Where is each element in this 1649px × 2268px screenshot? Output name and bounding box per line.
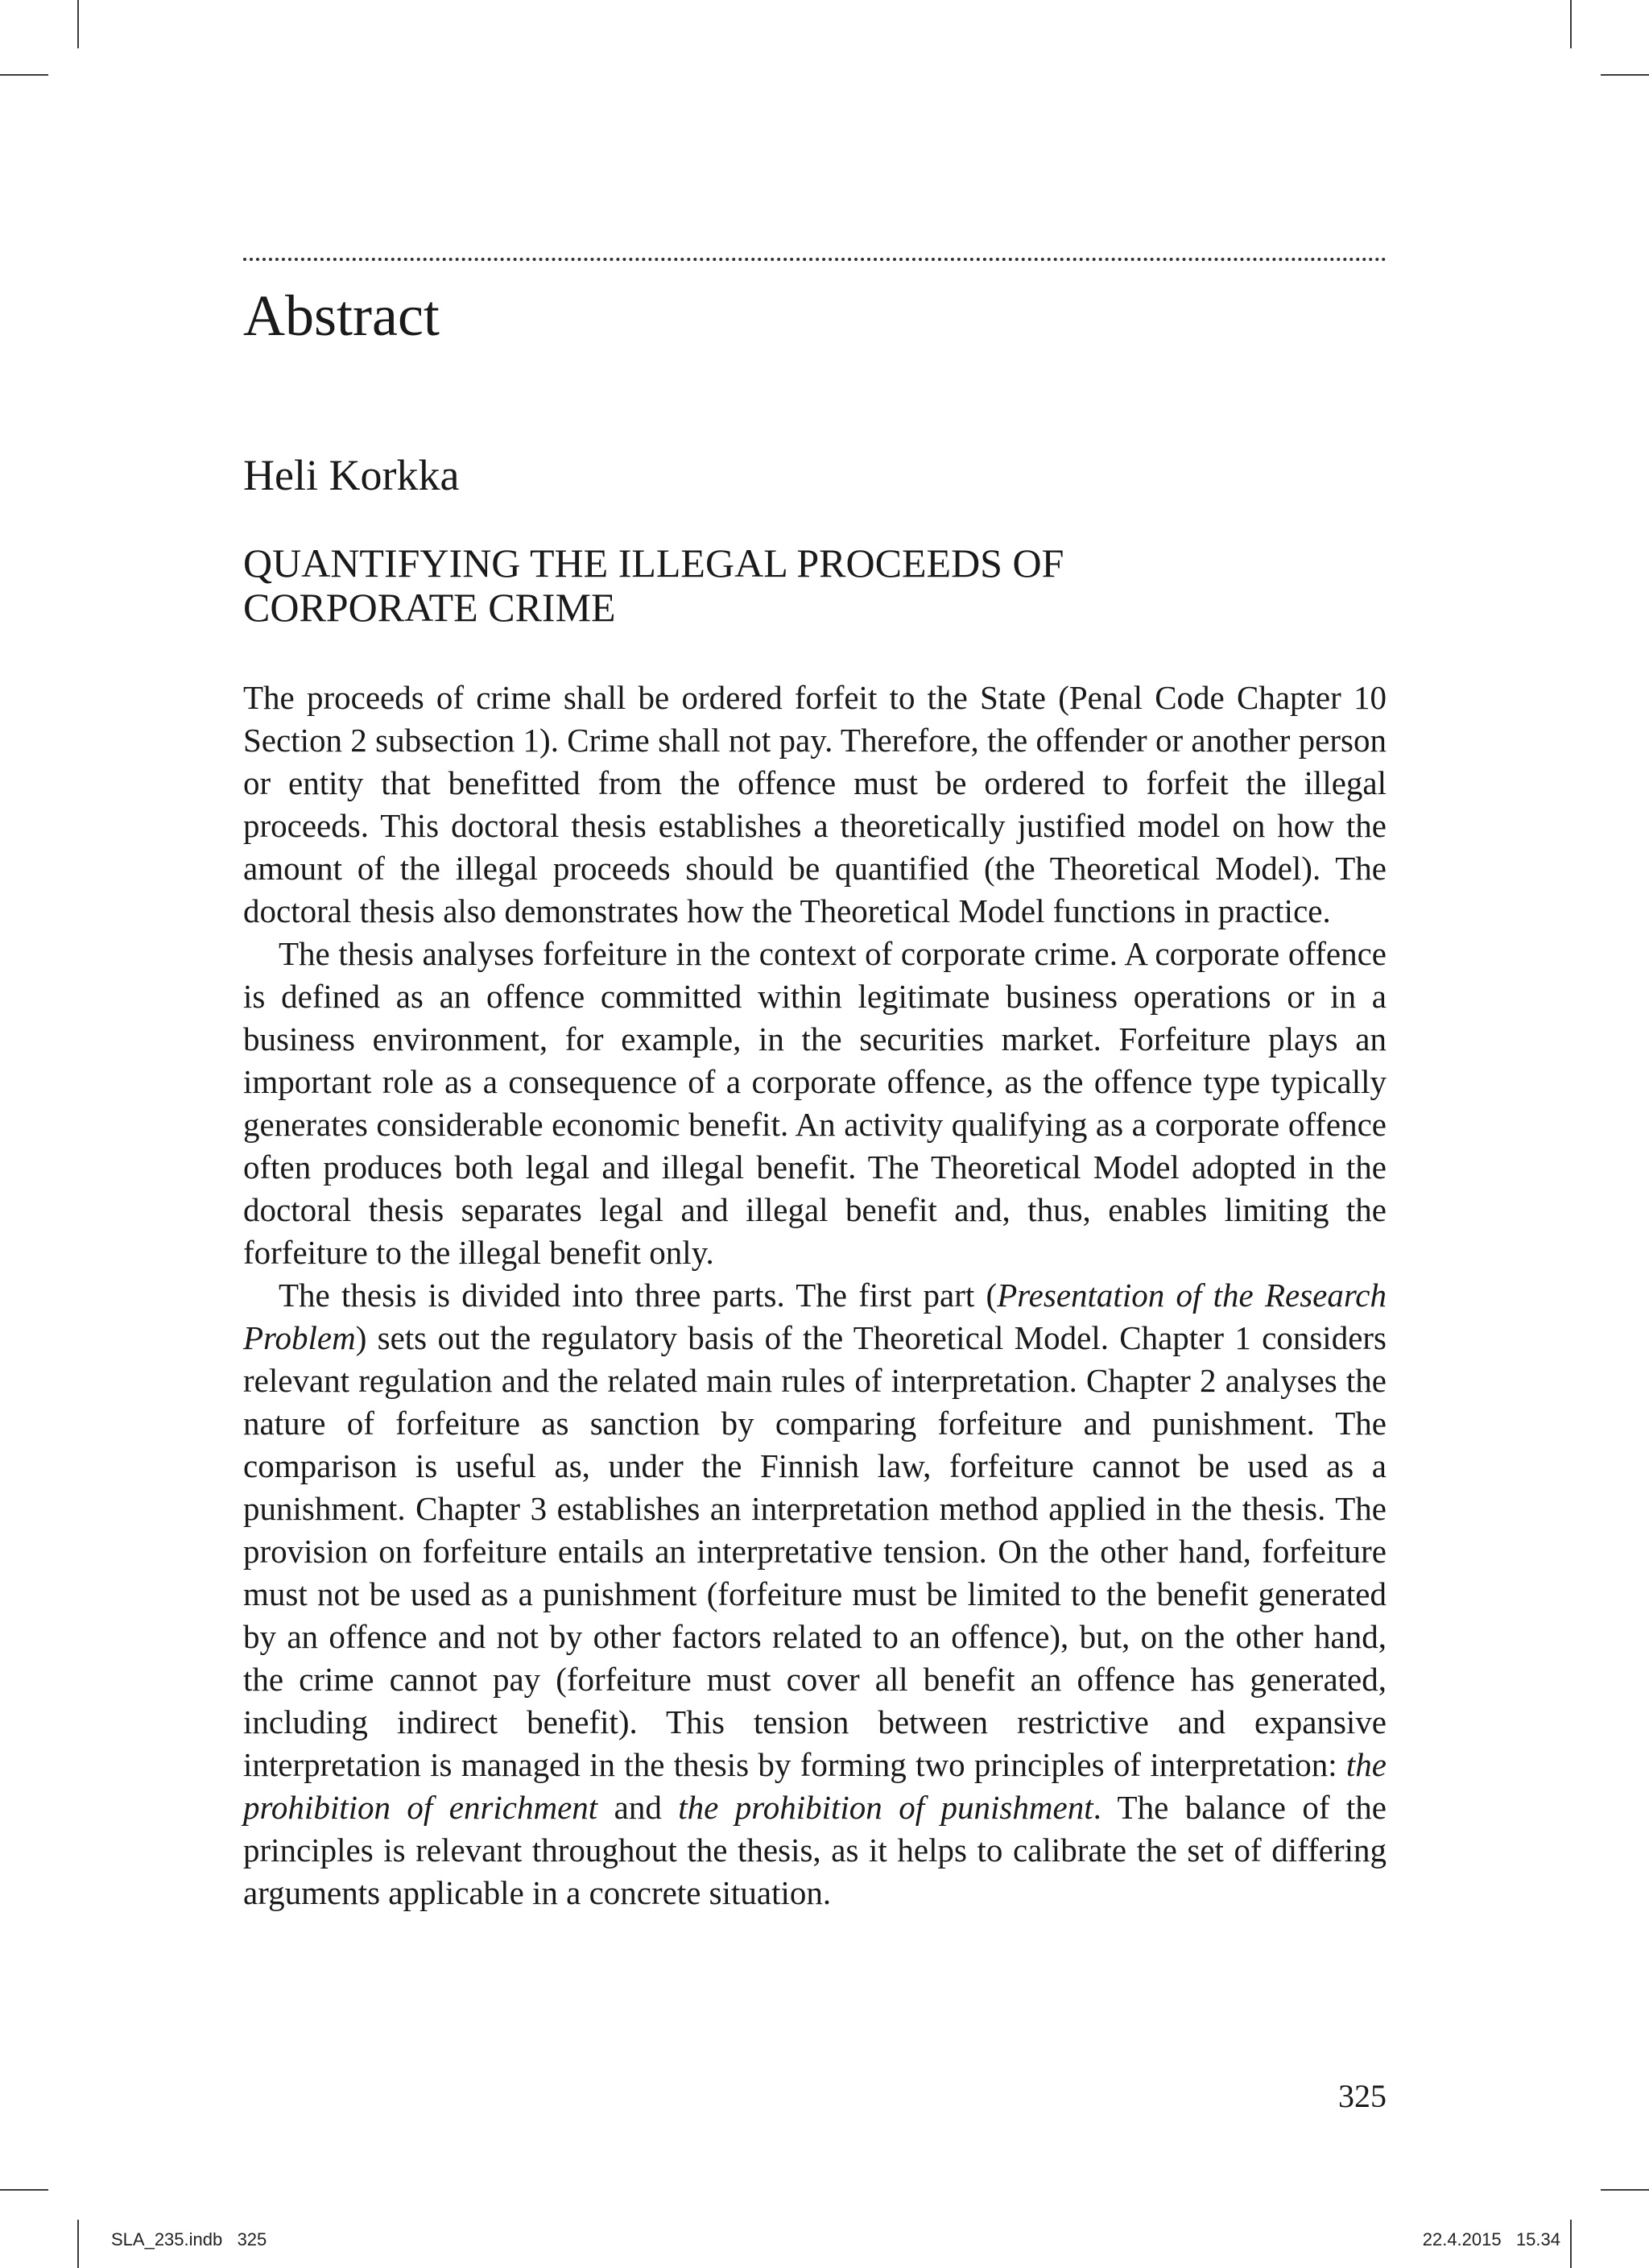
crop-mark: [1570, 0, 1572, 48]
thesis-title-line-2: CORPORATE CRIME: [243, 585, 616, 630]
crop-mark: [77, 0, 79, 48]
paragraph-3-italic: Presentation of the Research Problem: [243, 1277, 1387, 1356]
paragraph-2: The thesis analyses forfeiture in the context of corporate crime. A corporate offence is defined as an offence committed within legitimate business operations or in a business environment, for example, in the securities market. Forfeiture plays an important role as a consequence of a corporate offence, as the offence type typically generates considerable economic benefit. An activity qualifying as a corporate offence often produces both legal and illegal benefit. The Theoretical Model adopted in the doctoral thesis separates legal and illegal benefit and, thus, enables limiting the forfeiture to the illegal benefit only.: [243, 935, 1387, 1271]
dotted-rule: [243, 258, 1387, 261]
paragraph-3-text: ) sets out the regulatory basis of the Theoretical Model. Chapter 1 considers relevant regulation and the related main rules of interpretation. Chapter 2 analyses the nature of forfeiture as sanction by comparing forfeiture and punishment. The comparison is useful as, under the Finnish law, forfeiture cannot be used as a punishment. Chapter 3 establishes an interpretation method applied in the thesis. The provision on forfeiture entails an interpretative tension. On the other hand, forfeiture must not be used as a punishment (forfeiture must be limited to the benefit generated by an offence and not by other factors related to an offence), but, on the other hand, the crime cannot pay (forfeiture must cover all benefit an offence has generated, including indirect benefit). This tension between restrictive and expansive interpretation is managed in the thesis by forming two principles of interpretation:: [243, 1319, 1387, 1783]
paragraph-3-text: The thesis is divided into three parts. The first part (: [279, 1277, 998, 1314]
page-heading: Abstract: [243, 284, 440, 348]
print-slug-file: SLA_235.indb 325: [111, 2229, 267, 2249]
paragraph-3: [243, 1274, 1387, 1914]
author-name: Heli Korkka: [243, 451, 460, 499]
crop-mark: [1601, 74, 1649, 76]
thesis-title: [243, 541, 1387, 630]
paragraph-3-text: and: [597, 1789, 679, 1826]
crop-mark: [0, 74, 48, 76]
crop-mark: [1601, 2189, 1649, 2191]
paragraph-1: The proceeds of crime shall be ordered forfeit to the State (Penal Code Chapter 10 Section 2 subsection 1). Crime shall not pay. Therefore, the offender or another person or entity that benefitted from the offence must be ordered to forfeit the illegal proceeds. This doctoral thesis establishes a theoretically justified model on how the amount of the illegal proceeds should be quantified (the Theoretical Model). The doctoral thesis also demonstrates how the Theoretical Model functions in practice.: [243, 679, 1387, 929]
thesis-title-line-1: QUANTIFYING THE ILLEGAL PROCEEDS OF: [243, 540, 1064, 586]
paragraph-3-italic: the prohibition of punishment: [678, 1789, 1093, 1826]
paragraph-3-italic: the prohibition of enrichment: [243, 1746, 1387, 1826]
crop-mark: [1570, 2220, 1572, 2268]
page-number: 325: [1338, 2078, 1387, 2114]
print-slug-date: 22.4.2015 15.34: [1422, 2229, 1560, 2249]
paragraph-3-text: . The balance of the principles is relevant throughout the thesis, as it helps to calibrate the set of differing arguments applicable in a concrete situation.: [243, 1789, 1387, 1911]
crop-mark: [77, 2220, 79, 2268]
abstract-body: [243, 677, 1387, 1914]
crop-mark: [0, 2189, 48, 2191]
